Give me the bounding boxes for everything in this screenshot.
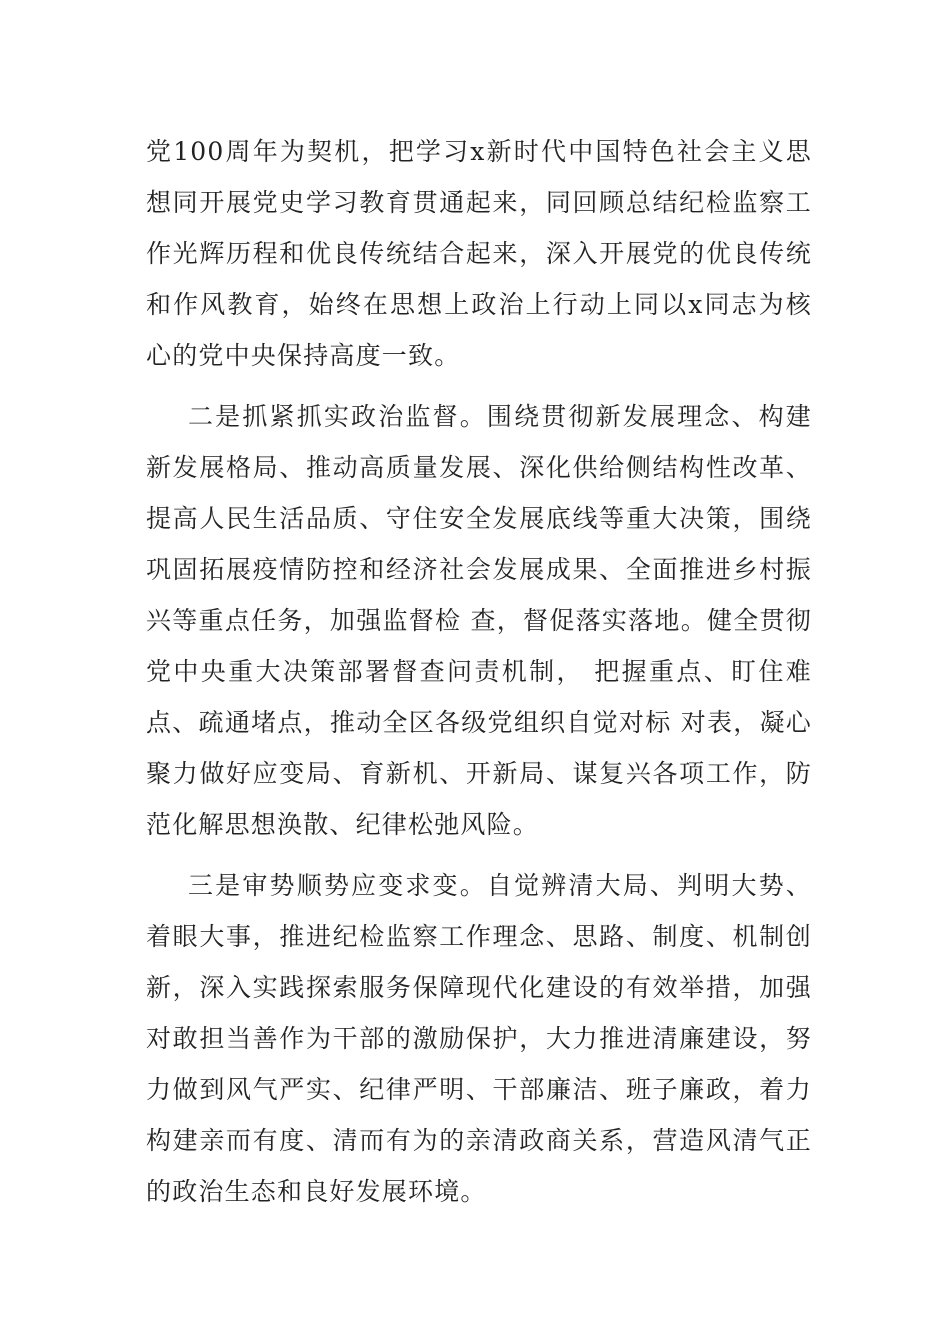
paragraph-adapt-to-change: 三是审势顺势应变求变。自觉辨清大局、判明大势、着眼大事，推进纪检监察工作理念、思路、制度、机制创新，深入实践探索服务保障现代化建设的有效举措，加强对敢担当善作为干部的激励保护，大力推进清廉建设，努力做到风气严实、纪律严明、干部廉洁、班子廉政，着力构建亲而有度、清而有为的亲清政商关系，营造风清气正的政治生态和良好发展环境。	[146, 871, 812, 1206]
paragraph-continuation: 党100周年为契机，把学习x新时代中国特色社会主义思想同开展党史学习教育贯通起来，同回顾总结纪检监察工作光辉历程和优良传统结合起来，深入开展党的优良传统和作风教育，始终在思想上政治上行动上同以x同志为核心的党中央保持高度一致。	[146, 137, 812, 370]
document-page	[146, 126, 812, 1217]
paragraph-political-supervision: 二是抓紧抓实政治监督。围绕贯彻新发展理念、构建新发展格局、推动高质量发展、深化供给侧结构性改革、提高人民生活品质、守住安全发展底线等重大决策，围绕巩固拓展疫情防控和经济社会发展成果、全面推进乡村振兴等重点任务，加强监督检 查，督促落实落地。健全贯彻党中央重大决策部署督查问责机制， 把握重点、盯住难点、疏通堵点，推动全区各级党组织自觉对标 对表，凝心聚力做好应变局、育新机、开新局、谋复兴各项工作，防范化解思想涣散、纪律松弛风险。	[146, 402, 812, 839]
